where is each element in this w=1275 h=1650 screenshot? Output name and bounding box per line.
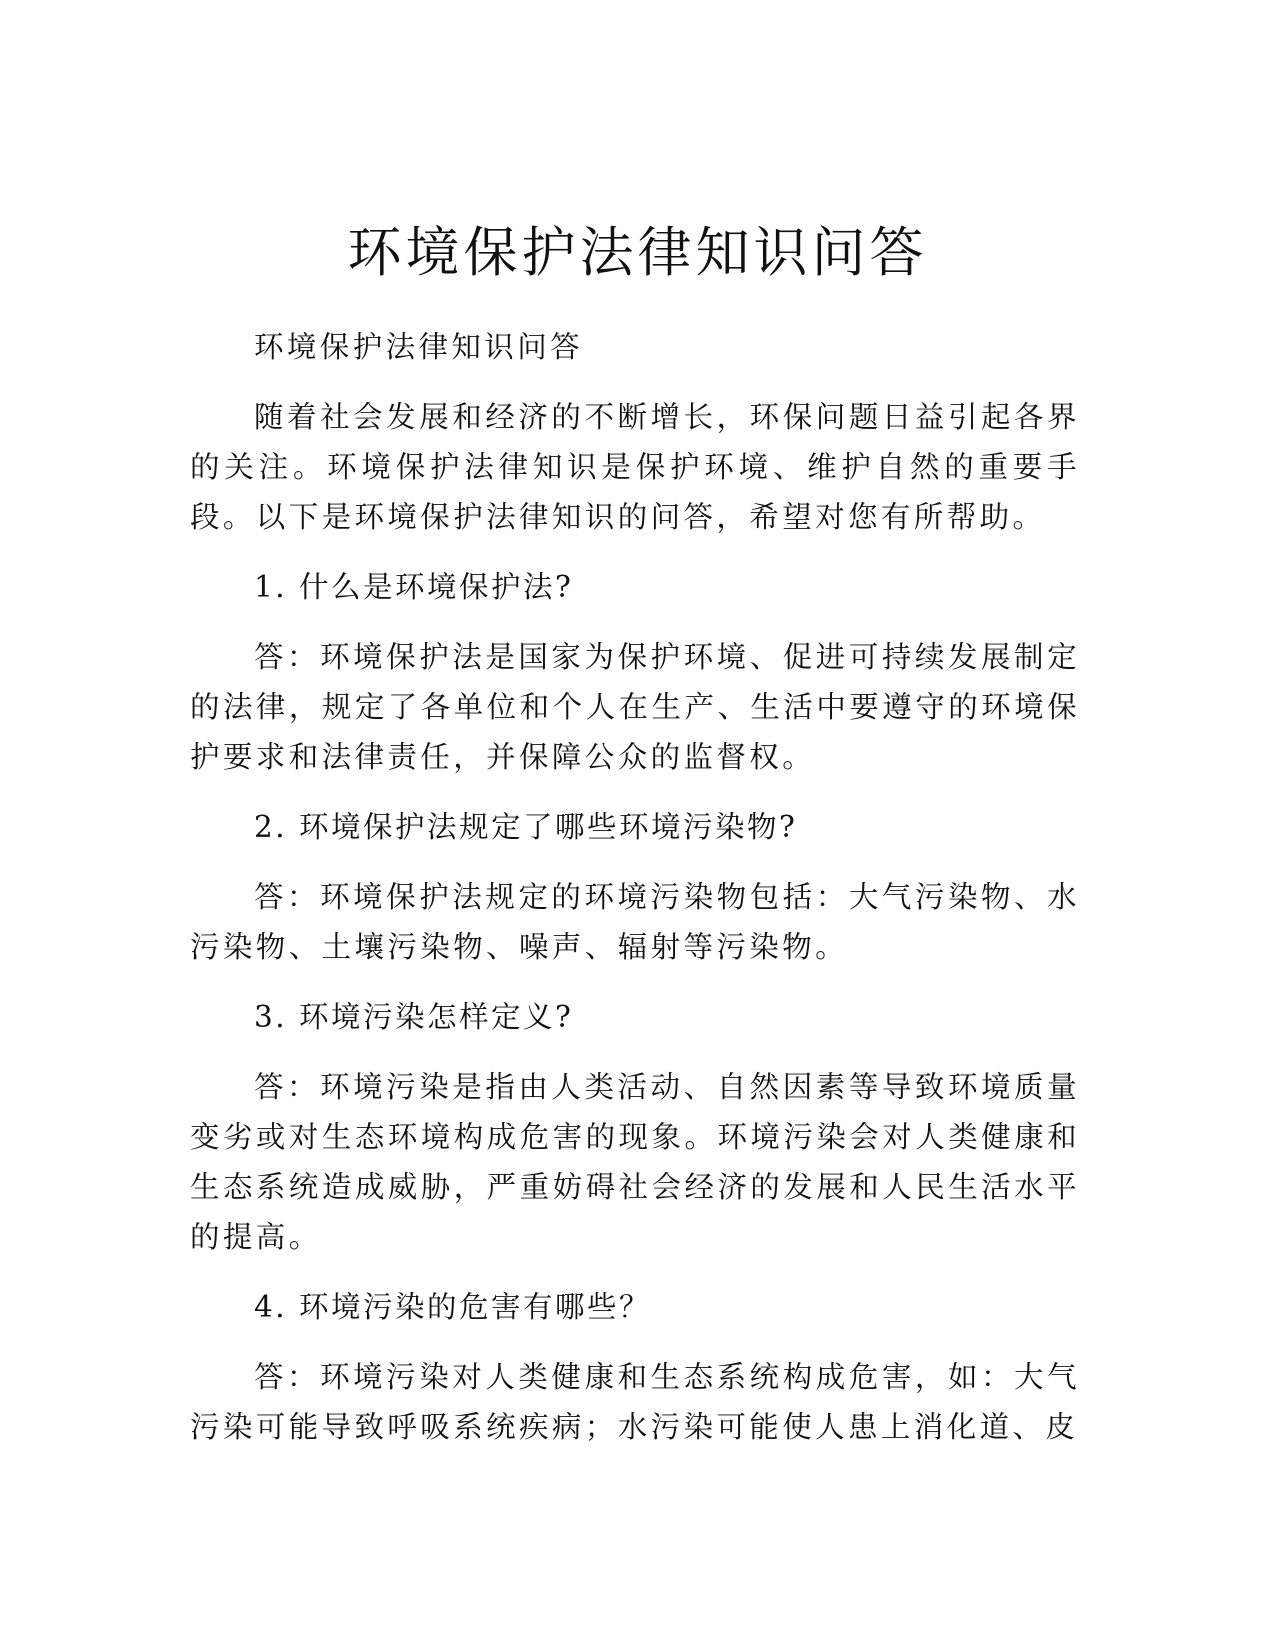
question-2: 2. 环境保护法规定了哪些环境污染物?	[254, 810, 798, 844]
subtitle-paragraph: 环境保护法律知识问答	[254, 330, 584, 364]
document-body	[190, 322, 1080, 1472]
question-4: 4. 环境污染的危害有哪些？	[254, 1290, 652, 1324]
document-title: 环境保护法律知识问答	[347, 221, 928, 284]
intro-paragraph: 随着社会发展和经济的不断增长，环保问题日益引起各界的关注。环境保护法律知识是保护环境、维护自然的重要手段。以下是环境保护法律知识的问答，希望对您有所帮助。	[190, 400, 1080, 534]
answer-1: 答：环境保护法是国家为保护环境、促进可持续发展制定的法律，规定了各单位和个人在生产、生活中要遵守的环境保护要求和法律责任，并保障公众的监督权。	[190, 640, 1080, 774]
answer-4: 答：环境污染对人类健康和生态系统构成危害，如：大气污染可能导致呼吸系统疾病；水污染可能使人患上消化道、皮	[190, 1360, 1080, 1444]
answer-3: 答：环境污染是指由人类活动、自然因素等导致环境质量变劣或对生态环境构成危害的现象。环境污染会对人类健康和生态系统造成威胁，严重妨碍社会经济的发展和人民生活水平的提高。	[190, 1070, 1080, 1254]
answer-2: 答：环境保护法规定的环境污染物包括：大气污染物、水污染物、土壤污染物、噪声、辐射等污染物。	[190, 880, 1080, 964]
question-3: 3. 环境污染怎样定义?	[254, 1000, 574, 1034]
question-1: 1. 什么是环境保护法?	[254, 570, 574, 604]
